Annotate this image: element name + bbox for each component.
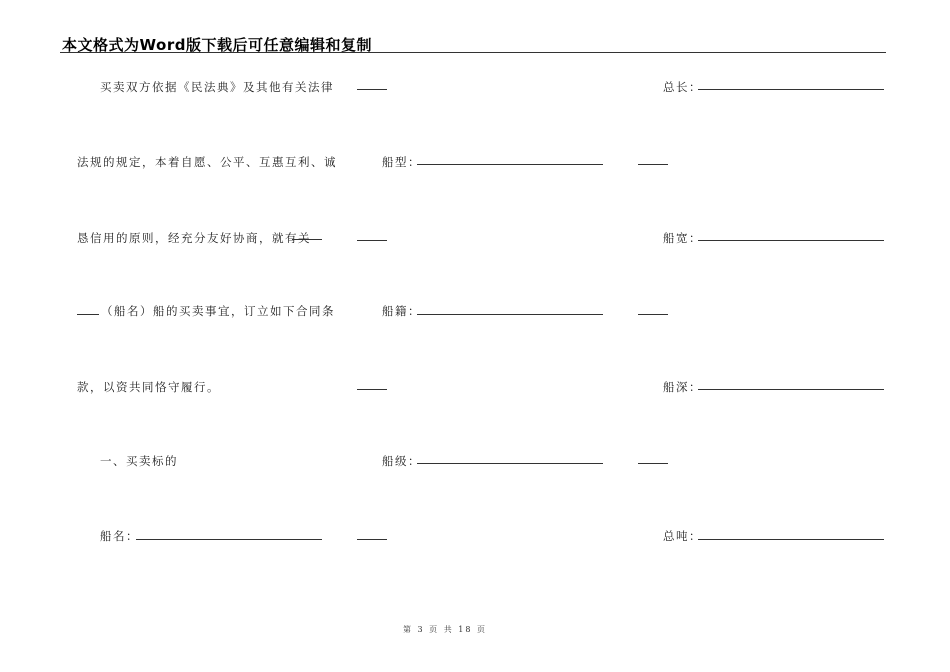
- ship-name-blank: [136, 539, 322, 540]
- class-label: 船级：: [382, 454, 421, 468]
- gross-tonnage-label: 总吨：: [663, 529, 702, 543]
- ship-width-label: 船宽：: [663, 231, 702, 245]
- registry-blank: [417, 314, 603, 315]
- col2-blank-1: [357, 89, 387, 90]
- page-number-footer: 第 3 页 共 18 页: [403, 625, 487, 634]
- ship-name-label: 船名：: [100, 529, 139, 543]
- overall-length-label: 总长：: [663, 80, 702, 94]
- col2-blank-3: [357, 389, 387, 390]
- section-heading-subject: 一、买卖标的: [100, 454, 178, 468]
- ship-width-blank: [698, 240, 884, 241]
- registry-label: 船籍：: [382, 304, 421, 318]
- col2-blank-2: [357, 240, 387, 241]
- preamble-line-1: 买卖双方依据《民法典》及其他有关法律: [100, 80, 334, 94]
- header-divider: [60, 52, 886, 53]
- preamble-line-5: 款，以资共同恪守履行。: [77, 380, 220, 394]
- ship-type-blank: [417, 164, 603, 165]
- gross-tonnage-blank: [698, 539, 884, 540]
- preamble-line-3: 恳信用的原则，经充分友好协商，就有关: [77, 231, 311, 245]
- overall-length-blank: [698, 89, 884, 90]
- ship-type-label: 船型：: [382, 155, 421, 169]
- class-blank: [417, 463, 603, 464]
- col3-blank-1: [638, 164, 668, 165]
- preamble-line-4: （船名）船的买卖事宜，订立如下合同条: [101, 304, 335, 318]
- ship-depth-label: 船深：: [663, 380, 702, 394]
- col3-blank-2: [638, 314, 668, 315]
- document-header-title: 本文格式为Word版下载后可任意编辑和复制: [62, 36, 372, 54]
- preamble-line-2: 法规的规定，本着自愿、公平、互惠互利、诚: [77, 155, 337, 169]
- ship-reference-blank-a: [292, 239, 322, 240]
- col3-blank-3: [638, 463, 668, 464]
- col2-blank-4: [357, 539, 387, 540]
- ship-reference-blank-b: [77, 314, 99, 315]
- ship-depth-blank: [698, 389, 884, 390]
